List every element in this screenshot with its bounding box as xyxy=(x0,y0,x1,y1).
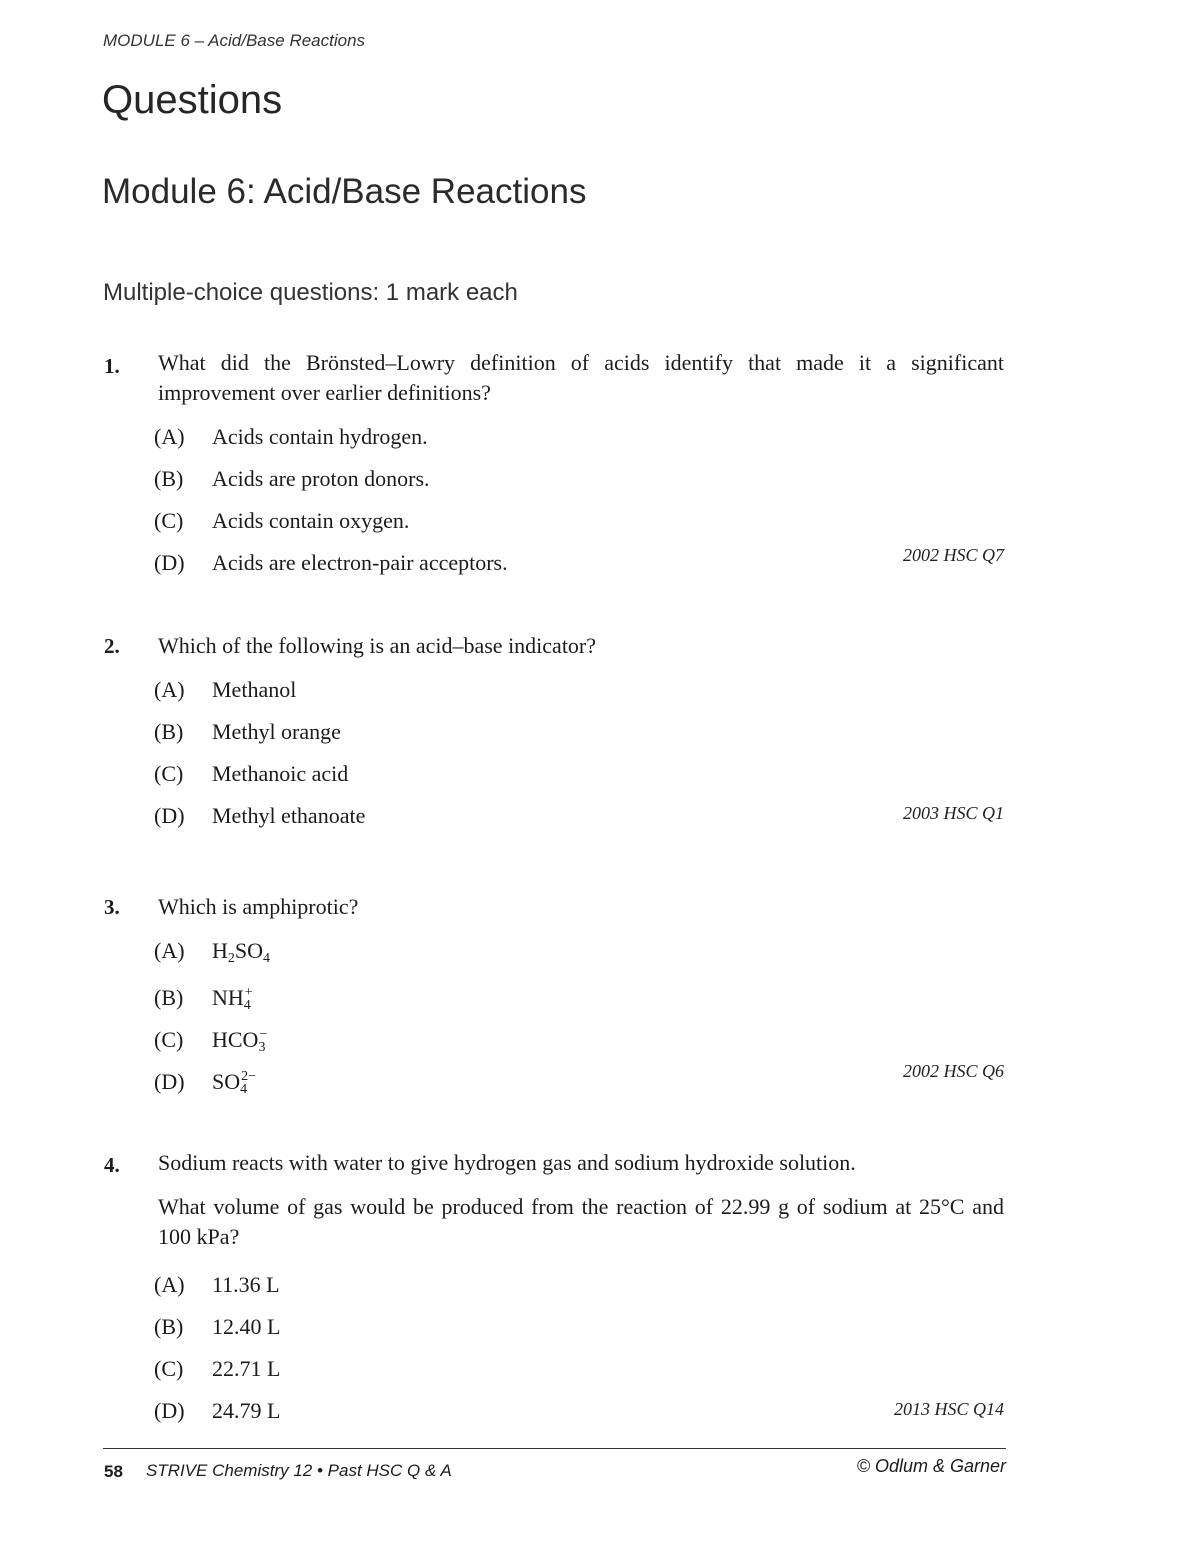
question-source: 2013 HSC Q14 xyxy=(893,1399,1004,1419)
footer-divider xyxy=(103,1448,1006,1449)
option-letter: (B) xyxy=(154,719,184,744)
question-2 xyxy=(104,631,1004,836)
question-source: 2002 HSC Q6 xyxy=(902,1061,1004,1081)
running-head: MODULE 6 – Acid/Base Reactions xyxy=(103,31,366,50)
question-1 xyxy=(104,348,1004,580)
option-a xyxy=(154,675,1004,717)
option-letter: (C) xyxy=(154,761,184,786)
chemical-formula: $H_2SO_4$ xyxy=(212,938,271,966)
option-text: 24.79 L xyxy=(212,1398,281,1423)
option-letter: (C) xyxy=(154,1027,184,1052)
option-letter: (C) xyxy=(154,1356,184,1381)
option-list xyxy=(154,1270,1004,1438)
option-letter: (A) xyxy=(154,677,185,702)
option-letter: (A) xyxy=(154,938,185,963)
option-text: Methanol xyxy=(212,677,297,702)
question-stem-line: Sodium reacts with water to give hydrogen gas and sodium hydroxide solution. xyxy=(158,1150,856,1175)
option-c xyxy=(154,1354,1004,1396)
option-text: Methanoic acid xyxy=(212,761,349,786)
option-list xyxy=(154,422,1004,590)
option-letter: (A) xyxy=(154,1272,185,1297)
option-text: Acids are electron-pair acceptors. xyxy=(212,550,508,575)
book-title: STRIVE Chemistry 12 • Past HSC Q & A xyxy=(146,1461,452,1480)
chemical-formula: $HCO_3^-$ xyxy=(212,1027,268,1055)
question-source: 2002 HSC Q7 xyxy=(902,545,1004,565)
option-letter: (D) xyxy=(154,550,185,575)
chemical-formula: $NH_4^+$ xyxy=(212,985,253,1013)
option-d xyxy=(154,1062,1004,1104)
option-b xyxy=(154,978,1004,1020)
option-d xyxy=(154,1396,1004,1438)
option-a xyxy=(154,1270,1004,1312)
question-stem: Which is amphiprotic? xyxy=(158,894,359,919)
question-number: 1. xyxy=(104,354,120,378)
option-letter: (D) xyxy=(154,803,185,828)
option-d xyxy=(154,548,1004,590)
question-number: 2. xyxy=(104,634,120,658)
option-letter: (B) xyxy=(154,466,184,491)
option-text: Acids are proton donors. xyxy=(212,466,430,491)
module-title: Module 6: Acid/Base Reactions xyxy=(102,172,587,211)
option-list xyxy=(154,675,1004,843)
option-list xyxy=(154,936,1004,1104)
option-letter: (D) xyxy=(154,1398,185,1423)
question-number: 4. xyxy=(104,1153,120,1177)
option-a xyxy=(154,936,1004,978)
chemical-formula: $SO_4^{2-}$ xyxy=(212,1069,257,1097)
option-b xyxy=(154,717,1004,759)
option-letter: (A) xyxy=(154,424,185,449)
question-stem-line: What volume of gas would be produced from the reaction of 22.99 g of sodium at 25°C and 100 kPa? xyxy=(158,1194,1004,1249)
option-b xyxy=(154,1312,1004,1354)
option-b xyxy=(154,464,1004,506)
question-stem xyxy=(158,1148,1004,1252)
option-c xyxy=(154,759,1004,801)
question-4 xyxy=(104,1148,1004,1434)
question-stem: What did the Brönsted–Lowry definition of acids identify that made it a significant improvement over earlier definitions? xyxy=(158,350,1004,405)
option-text: Methyl orange xyxy=(212,719,341,744)
section-title: Multiple-choice questions: 1 mark each xyxy=(103,279,518,306)
option-d xyxy=(154,801,1004,843)
option-letter: (B) xyxy=(154,985,184,1010)
page-number: 58 xyxy=(104,1462,123,1481)
option-text: 11.36 L xyxy=(212,1272,280,1297)
question-stem: Which of the following is an acid–base indicator? xyxy=(158,633,597,658)
option-a xyxy=(154,422,1004,464)
question-number: 3. xyxy=(104,895,120,919)
option-text: Acids contain oxygen. xyxy=(212,508,410,533)
option-text: 12.40 L xyxy=(212,1314,281,1339)
option-letter: (C) xyxy=(154,508,184,533)
option-c xyxy=(154,1020,1004,1062)
option-text: 22.71 L xyxy=(212,1356,281,1381)
question-3 xyxy=(104,892,1004,1098)
question-source: 2003 HSC Q1 xyxy=(902,803,1004,823)
option-text: Methyl ethanoate xyxy=(212,803,366,828)
page-title: Questions xyxy=(102,78,283,122)
option-c xyxy=(154,506,1004,548)
copyright: © Odlum & Garner xyxy=(856,1456,1006,1476)
option-text: Acids contain hydrogen. xyxy=(212,424,428,449)
option-letter: (B) xyxy=(154,1314,184,1339)
option-letter: (D) xyxy=(154,1069,185,1094)
